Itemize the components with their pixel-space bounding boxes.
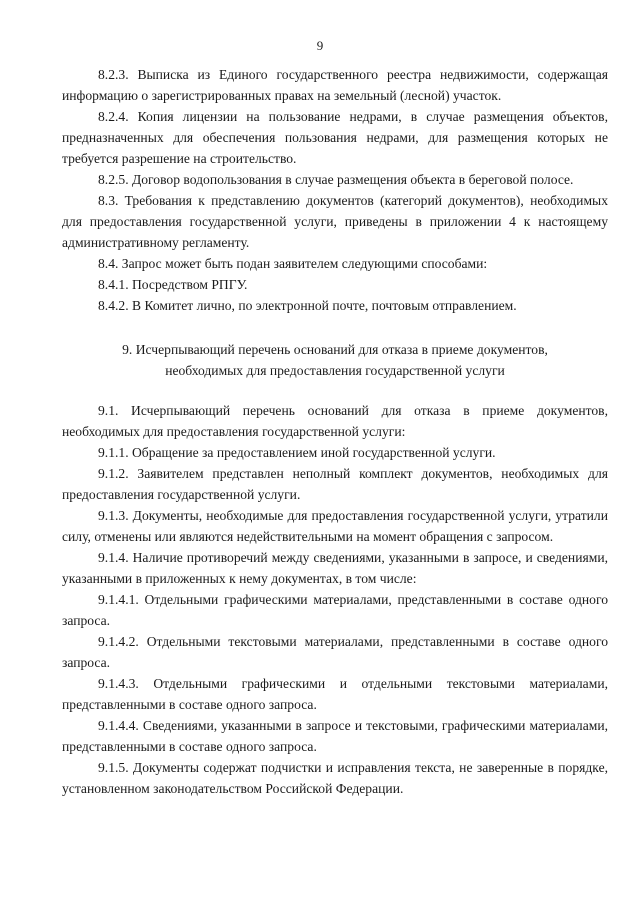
paragraph-8-4: 8.4. Запрос может быть подан заявителем следующими способами: [98, 256, 488, 271]
document-body [62, 64, 608, 799]
paragraph-9-1-4: 9.1.4. Наличие противоречий между сведениями, указанными в запросе, и сведениями, указанными в приложенных к нему документах, в том числе: [62, 550, 608, 586]
section-9-heading [62, 339, 608, 381]
paragraph-8-2-3: 8.2.3. Выписка из Единого государственного реестра недвижимости, содержащая информацию о зарегистрированных правах на земельный (лесной) участок. [62, 67, 608, 103]
paragraph-9-1-4-4: 9.1.4.4. Сведениями, указанными в запросе и текстовыми, графическими материалами, представленными в составе одного запроса. [62, 718, 608, 754]
paragraph-8-4-2: 8.4.2. В Комитет лично, по электронной почте, почтовым отправлением. [98, 298, 517, 313]
paragraph-8-2-4: 8.2.4. Копия лицензии на пользование недрами, в случае размещения объектов, предназначенных для обеспечения пользования недрами, для размещения которых не требуется разрешение на строительство. [62, 109, 608, 166]
page-number: 9 [316, 38, 324, 53]
section-8-paragraphs [62, 64, 608, 316]
paragraph-9-1-4-2: 9.1.4.2. Отдельными текстовыми материалами, представленными в составе одного запроса. [62, 634, 608, 670]
paragraph-9-1-5: 9.1.5. Документы содержат подчистки и исправления текста, не заверенные в порядке, установленном законодательством Российской Федерации. [62, 760, 608, 796]
section-9-heading-line-1: 9. Исчерпывающий перечень оснований для отказа в приеме документов, [122, 342, 548, 357]
paragraph-9-1-1: 9.1.1. Обращение за предоставлением иной государственной услуги. [98, 445, 496, 460]
paragraph-8-4-1: 8.4.1. Посредством РПГУ. [98, 277, 248, 292]
section-9-heading-line-2: необходимых для предоставления государственной услуги [165, 363, 505, 378]
paragraph-9-1: 9.1. Исчерпывающий перечень оснований для отказа в приеме документов, необходимых для предоставления государственной услуги: [62, 403, 608, 439]
section-9-paragraphs [62, 400, 608, 799]
paragraph-9-1-2: 9.1.2. Заявителем представлен неполный комплект документов, необходимых для предоставления государственной услуги. [62, 466, 608, 502]
paragraph-8-2-5: 8.2.5. Договор водопользования в случае размещения объекта в береговой полосе. [98, 172, 574, 187]
paragraph-9-1-4-3: 9.1.4.3. Отдельными графическими и отдельными текстовыми материалами, представленными в составе одного запроса. [62, 676, 608, 712]
paragraph-9-1-4-1: 9.1.4.1. Отдельными графическими материалами, представленными в составе одного запроса. [62, 592, 608, 628]
paragraph-9-1-3: 9.1.3. Документы, необходимые для предоставления государственной услуги, утратили силу, отменены или являются недействительными на момент обращения с запросом. [62, 508, 608, 544]
paragraph-8-3: 8.3. Требования к представлению документов (категорий документов), необходимых для предоставления государственной услуги, приведены в приложении 4 к настоящему административному регламенту. [62, 193, 608, 250]
